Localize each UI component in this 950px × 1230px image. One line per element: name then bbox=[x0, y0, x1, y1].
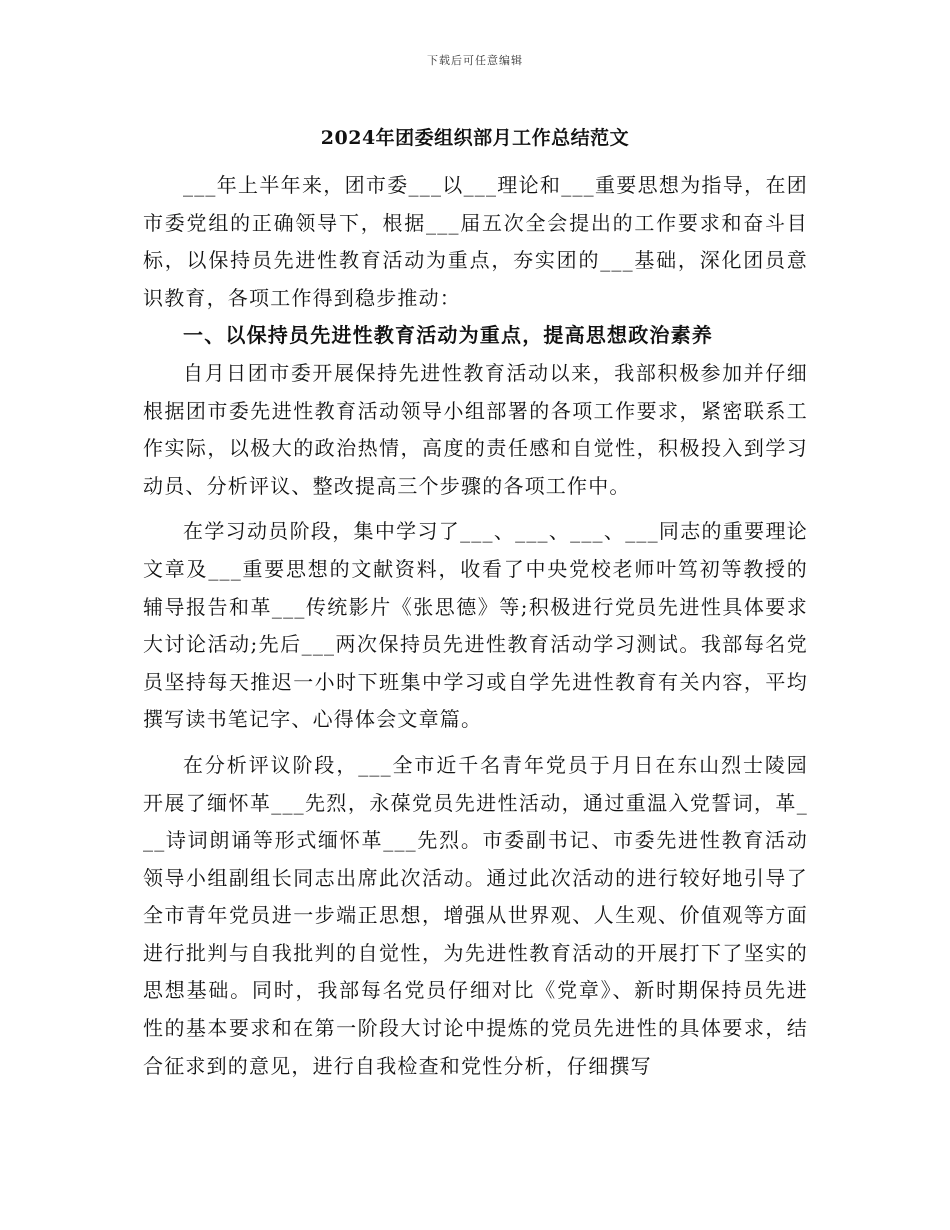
document-body bbox=[143, 167, 808, 1085]
header-note: 下载后可任意编辑 bbox=[427, 54, 523, 67]
paragraph-3: 在分析评议阶段，___全市近千名青年党员于月日在东山烈士陵园开展了缅怀革___先烈，永葆党员先进性活动，通过重温入党誓词，革___诗词朗诵等形式缅怀革___先烈。市委副书记、市委先进性教育活动领导小组副组长同志出席此次活动。通过此次活动的进行较好地引导了全市青年党员进一步端正思想，增强从世界观、人生观、价值观等方面进行批判与自我批判的自觉性，为先进性教育活动的开展打下了坚实的思想基础。同时，我部每名党员仔细对比《党章》、新时期保持员先进性的基本要求和在第一阶段大讨论中提炼的党员先进性的具体要求，结合征求到的意见，进行自我检查和党性分析，仔细撰写 bbox=[143, 752, 808, 1078]
paragraph-gap bbox=[143, 739, 808, 747]
paragraph-2: 在学习动员阶段，集中学习了___、___、___、___同志的重要理论文章及___重要思想的文献资料，收看了中央党校老师叶笃初等教授的辅导报告和革___传统影片《张思德》等;积极进行党员先进性具体要求大讨论活动;先后___两次保持员先进性教育活动学习测试。我部每名党员坚持每天推迟一小时下班集中学习或自学先进性教育有关内容，平均撰写读书笔记字、心得体会文章篇。 bbox=[143, 519, 808, 732]
section-heading-1: 一、以保持员先进性教育活动为重点，提高思想政治素养 bbox=[183, 323, 713, 348]
intro-paragraph: ___年上半年来，团市委___以___理论和___重要思想为指导，在团市委党组的正确领导下，根据___届五次全会提出的工作要求和奋斗目标，以保持员先进性教育活动为重点，夯实团的___基础，深化团员意识教育，各项工作得到稳步推动： bbox=[143, 173, 808, 310]
paragraph-1: 自月日团市委开展保持先进性教育活动以来，我部积极参加并仔细根据团市委先进性教育活动领导小组部署的各项工作要求，紧密联系工作实际，以极大的政治热情，高度的责任感和自觉性，积极投入到学习动员、分析评议、整改提高三个步骤的各项工作中。 bbox=[143, 360, 808, 498]
document-title: 2024年团委组织部月工作总结范文 bbox=[320, 127, 630, 149]
paragraph-gap bbox=[143, 505, 808, 513]
